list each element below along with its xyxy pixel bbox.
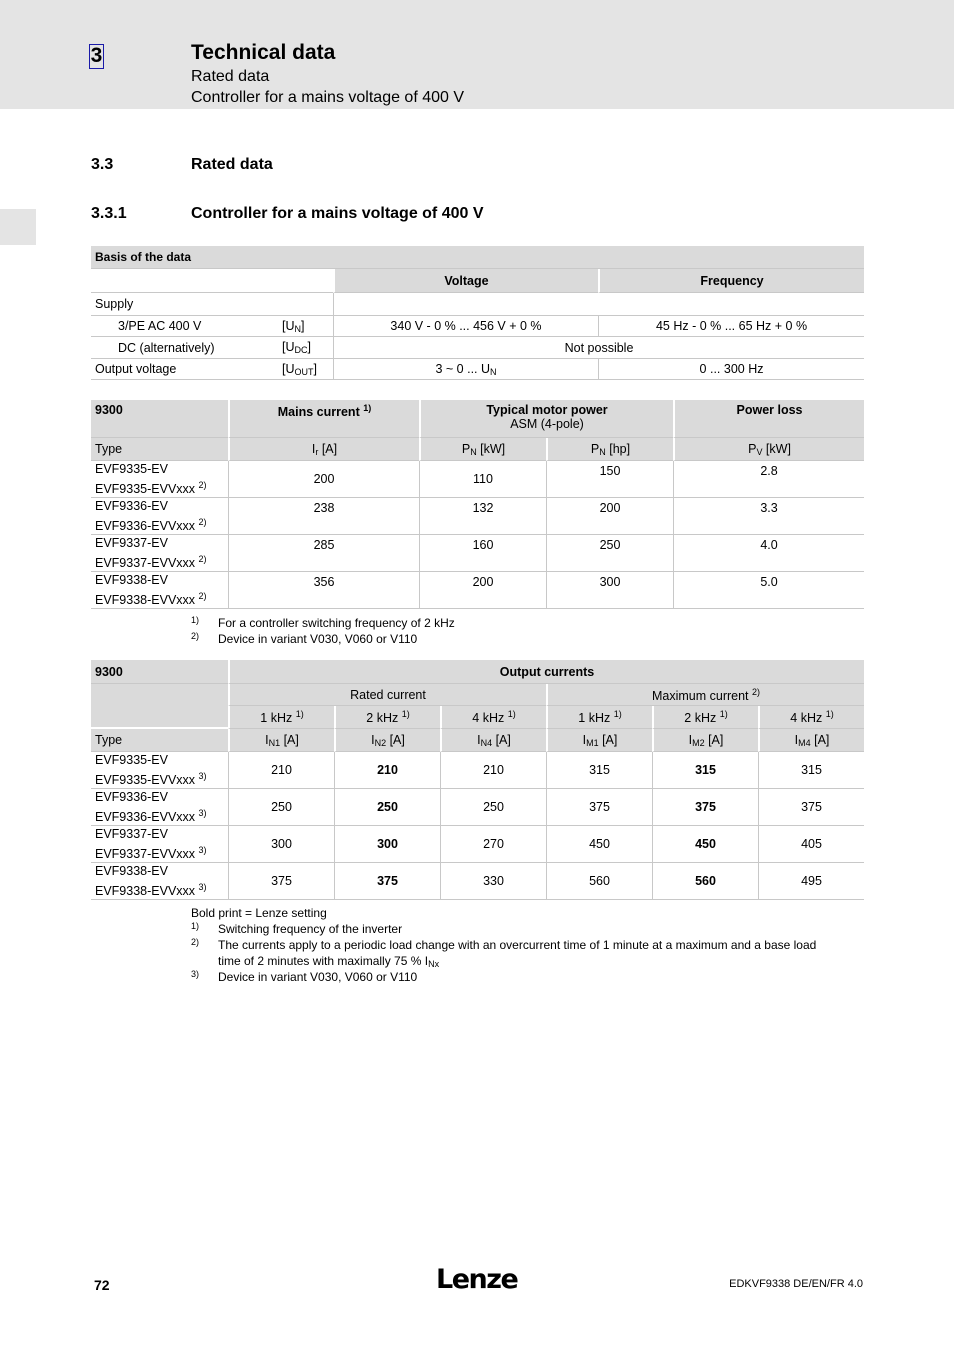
power-hp-cell: 300	[546, 572, 673, 609]
current-freq: 4 kHz $^{1)}$	[440, 706, 546, 729]
current-value-cell: 250	[334, 789, 440, 826]
current-unit: $I_{N2}$ [A]	[334, 729, 440, 752]
table-row	[91, 572, 864, 609]
subsection-number: 3.3.1	[91, 205, 127, 222]
basis-row1-label: 3/PE AC 400 V	[91, 316, 278, 337]
power-type-cell: EVF9337-EV EVF9337-EVVxxx $^{2)}$	[91, 535, 228, 572]
power-ir-cell: 285	[228, 535, 419, 572]
footnote-mark: 1)	[191, 615, 200, 625]
basis-supply-label: Supply	[91, 293, 333, 316]
current-value-cell: 495	[758, 863, 864, 900]
current-value-cell: 330	[440, 863, 546, 900]
basis-row1-voltage: 340 V - 0 % ... 456 V + 0 %	[333, 316, 598, 337]
current-type-cell: EVF9338-EV EVF9338-EVVxxx $^{3)}$	[91, 863, 228, 900]
lenze-logo: Lenze	[436, 1264, 518, 1295]
basis-row3-symbol: $[U_{OUT}]$	[278, 359, 333, 380]
current-type-cell: EVF9336-EV EVF9336-EVVxxx $^{3)}$	[91, 789, 228, 826]
power-h-type: 9300	[91, 400, 228, 438]
current-value-cell: 315	[652, 752, 758, 789]
power-table	[91, 400, 864, 609]
power-type-label: Type	[91, 438, 228, 461]
current-value-cell: 450	[546, 826, 652, 863]
footnote-text: Switching frequency of the inverter	[218, 922, 403, 936]
power-kw-cell: 160	[419, 535, 546, 572]
current-value-cell: 375	[334, 863, 440, 900]
footnote-mark: 2)	[191, 937, 200, 947]
footnote-text: The currents apply to a periodic load change with an overcurrent time of 1 minute at a maximum and a base load	[218, 938, 817, 952]
current-freq: 4 kHz $^{1)}$	[758, 706, 864, 729]
basis-row3-voltage: 3 ~ 0 ... $U_N$	[333, 359, 598, 380]
basis-supply-empty	[333, 293, 864, 316]
power-h-motor: Typical motor power ASM (4-pole)	[419, 400, 673, 438]
basis-row1-frequency: 45 Hz - 0 % ... 65 Hz + 0 %	[598, 316, 864, 337]
current-value-cell: 315	[546, 752, 652, 789]
basis-row2-symbol: $[U_{DC}]$	[278, 337, 333, 359]
basis-empty-cell	[91, 269, 333, 293]
power-unit-ir: $I_r$ [A]	[228, 438, 419, 461]
current-value-cell: 375	[546, 789, 652, 826]
footnote-mark: 2)	[191, 631, 200, 641]
current-value-cell: 375	[758, 789, 864, 826]
power-ir-cell: 200	[228, 461, 419, 498]
table-row	[91, 789, 864, 826]
basis-heading: Basis of the data	[91, 246, 864, 269]
footnote-mark: 1)	[191, 921, 200, 931]
table-row	[91, 498, 864, 535]
current-unit: $I_{N1}$ [A]	[228, 729, 334, 752]
current-value-cell: 375	[228, 863, 334, 900]
document-code: EDKVF9338 DE/EN/FR 4.0	[729, 1278, 863, 1290]
footnote-text: For a controller switching frequency of 2 kHz	[218, 616, 455, 630]
current-value-cell: 250	[440, 789, 546, 826]
power-type-cell: EVF9338-EV EVF9338-EVVxxx $^{2)}$	[91, 572, 228, 609]
page-title: Technical data	[191, 41, 336, 64]
basis-row3-frequency: 0 ... 300 Hz	[598, 359, 864, 380]
basis-row3-label: Output voltage	[91, 359, 278, 380]
power-h-mains: Mains current $^{1)}$	[228, 400, 419, 438]
current-freq: 1 kHz $^{1)}$	[228, 706, 334, 729]
current-unit: $I_{M1}$ [A]	[546, 729, 652, 752]
table-row	[91, 752, 864, 789]
footnote-text-continued: time of 2 minutes with maximally 75 % $I_{Nx}$	[218, 954, 440, 969]
power-pv-cell: 4.0	[673, 535, 864, 572]
current-value-cell: 300	[228, 826, 334, 863]
current-table	[91, 660, 864, 900]
current-value-cell: 315	[758, 752, 864, 789]
table-row	[91, 863, 864, 900]
power-ir-cell: 356	[228, 572, 419, 609]
chapter-number-link[interactable]: 3	[90, 44, 103, 67]
basis-row2-value: Not possible	[333, 337, 864, 359]
current-h-rated: Rated current	[228, 684, 546, 706]
power-hp-cell: 200	[546, 498, 673, 535]
page-number: 72	[94, 1277, 110, 1293]
basis-row2-label: DC (alternatively)	[91, 337, 278, 359]
power-kw-cell: 200	[419, 572, 546, 609]
current-value-cell: 250	[228, 789, 334, 826]
basis-row1-symbol: $[U_N]$	[278, 316, 333, 337]
power-pv-cell: 5.0	[673, 572, 864, 609]
current-type-cell: EVF9335-EV EVF9335-EVVxxx $^{3)}$	[91, 752, 228, 789]
current-freq: 2 kHz $^{1)}$	[334, 706, 440, 729]
power-unit-pv: $P_V$ [kW]	[673, 438, 864, 461]
power-pv-cell: 2.8	[673, 461, 864, 498]
current-freq: 1 kHz $^{1)}$	[546, 706, 652, 729]
current-type-label: Type	[91, 729, 228, 752]
basis-col-frequency: Frequency	[598, 269, 864, 293]
current-h-output: Output currents	[228, 660, 864, 684]
power-kw-cell: 110	[419, 461, 546, 498]
current-value-cell: 210	[334, 752, 440, 789]
subsection-title: Controller for a mains voltage of 400 V	[191, 205, 484, 222]
power-h-loss: Power loss	[673, 400, 864, 438]
current-value-cell: 560	[546, 863, 652, 900]
power-pv-cell: 3.3	[673, 498, 864, 535]
current-value-cell: 210	[228, 752, 334, 789]
current-value-cell: 560	[652, 863, 758, 900]
table-row	[91, 535, 864, 572]
power-type-cell: EVF9336-EV EVF9336-EVVxxx $^{2)}$	[91, 498, 228, 535]
current-h-type: 9300	[91, 660, 228, 684]
current-type-cell: EVF9337-EV EVF9337-EVVxxx $^{3)}$	[91, 826, 228, 863]
footnote-text: Device in variant V030, V060 or V110	[218, 970, 418, 984]
table-row	[91, 461, 864, 498]
power-ir-cell: 238	[228, 498, 419, 535]
table-row	[91, 826, 864, 863]
current-value-cell: 375	[652, 789, 758, 826]
footnote-mark: 3)	[191, 969, 200, 979]
current-unit: $I_{N4}$ [A]	[440, 729, 546, 752]
current-value-cell: 405	[758, 826, 864, 863]
section-title: Rated data	[191, 156, 273, 173]
current-value-cell: 450	[652, 826, 758, 863]
power-kw-cell: 132	[419, 498, 546, 535]
power-type-cell: EVF9335-EV EVF9335-EVVxxx $^{2)}$	[91, 461, 228, 498]
footnote-text: Device in variant V030, V060 or V110	[218, 632, 418, 646]
basis-col-voltage: Voltage	[333, 269, 598, 293]
power-unit-pn-kw: $P_N$ [kW]	[419, 438, 546, 461]
current-h-blank	[91, 684, 228, 729]
current-unit: $I_{M2}$ [A]	[652, 729, 758, 752]
basis-table	[91, 246, 864, 380]
side-thumb-tab	[0, 209, 36, 245]
bold-print-note: Bold print = Lenze setting	[191, 906, 327, 920]
current-value-cell: 210	[440, 752, 546, 789]
current-value-cell: 270	[440, 826, 546, 863]
header-subtitle-1: Rated data	[191, 68, 270, 85]
power-hp-cell: 150	[546, 461, 673, 498]
header-band	[0, 0, 954, 109]
power-hp-cell: 250	[546, 535, 673, 572]
current-h-max: Maximum current $^{2)}$	[546, 684, 864, 706]
current-value-cell: 300	[334, 826, 440, 863]
header-subtitle-2: Controller for a mains voltage of 400 V	[191, 89, 465, 106]
current-unit: $I_{M4}$ [A]	[758, 729, 864, 752]
current-freq: 2 kHz $^{1)}$	[652, 706, 758, 729]
section-number: 3.3	[91, 156, 114, 173]
power-unit-pn-hp: $P_N$ [hp]	[546, 438, 673, 461]
